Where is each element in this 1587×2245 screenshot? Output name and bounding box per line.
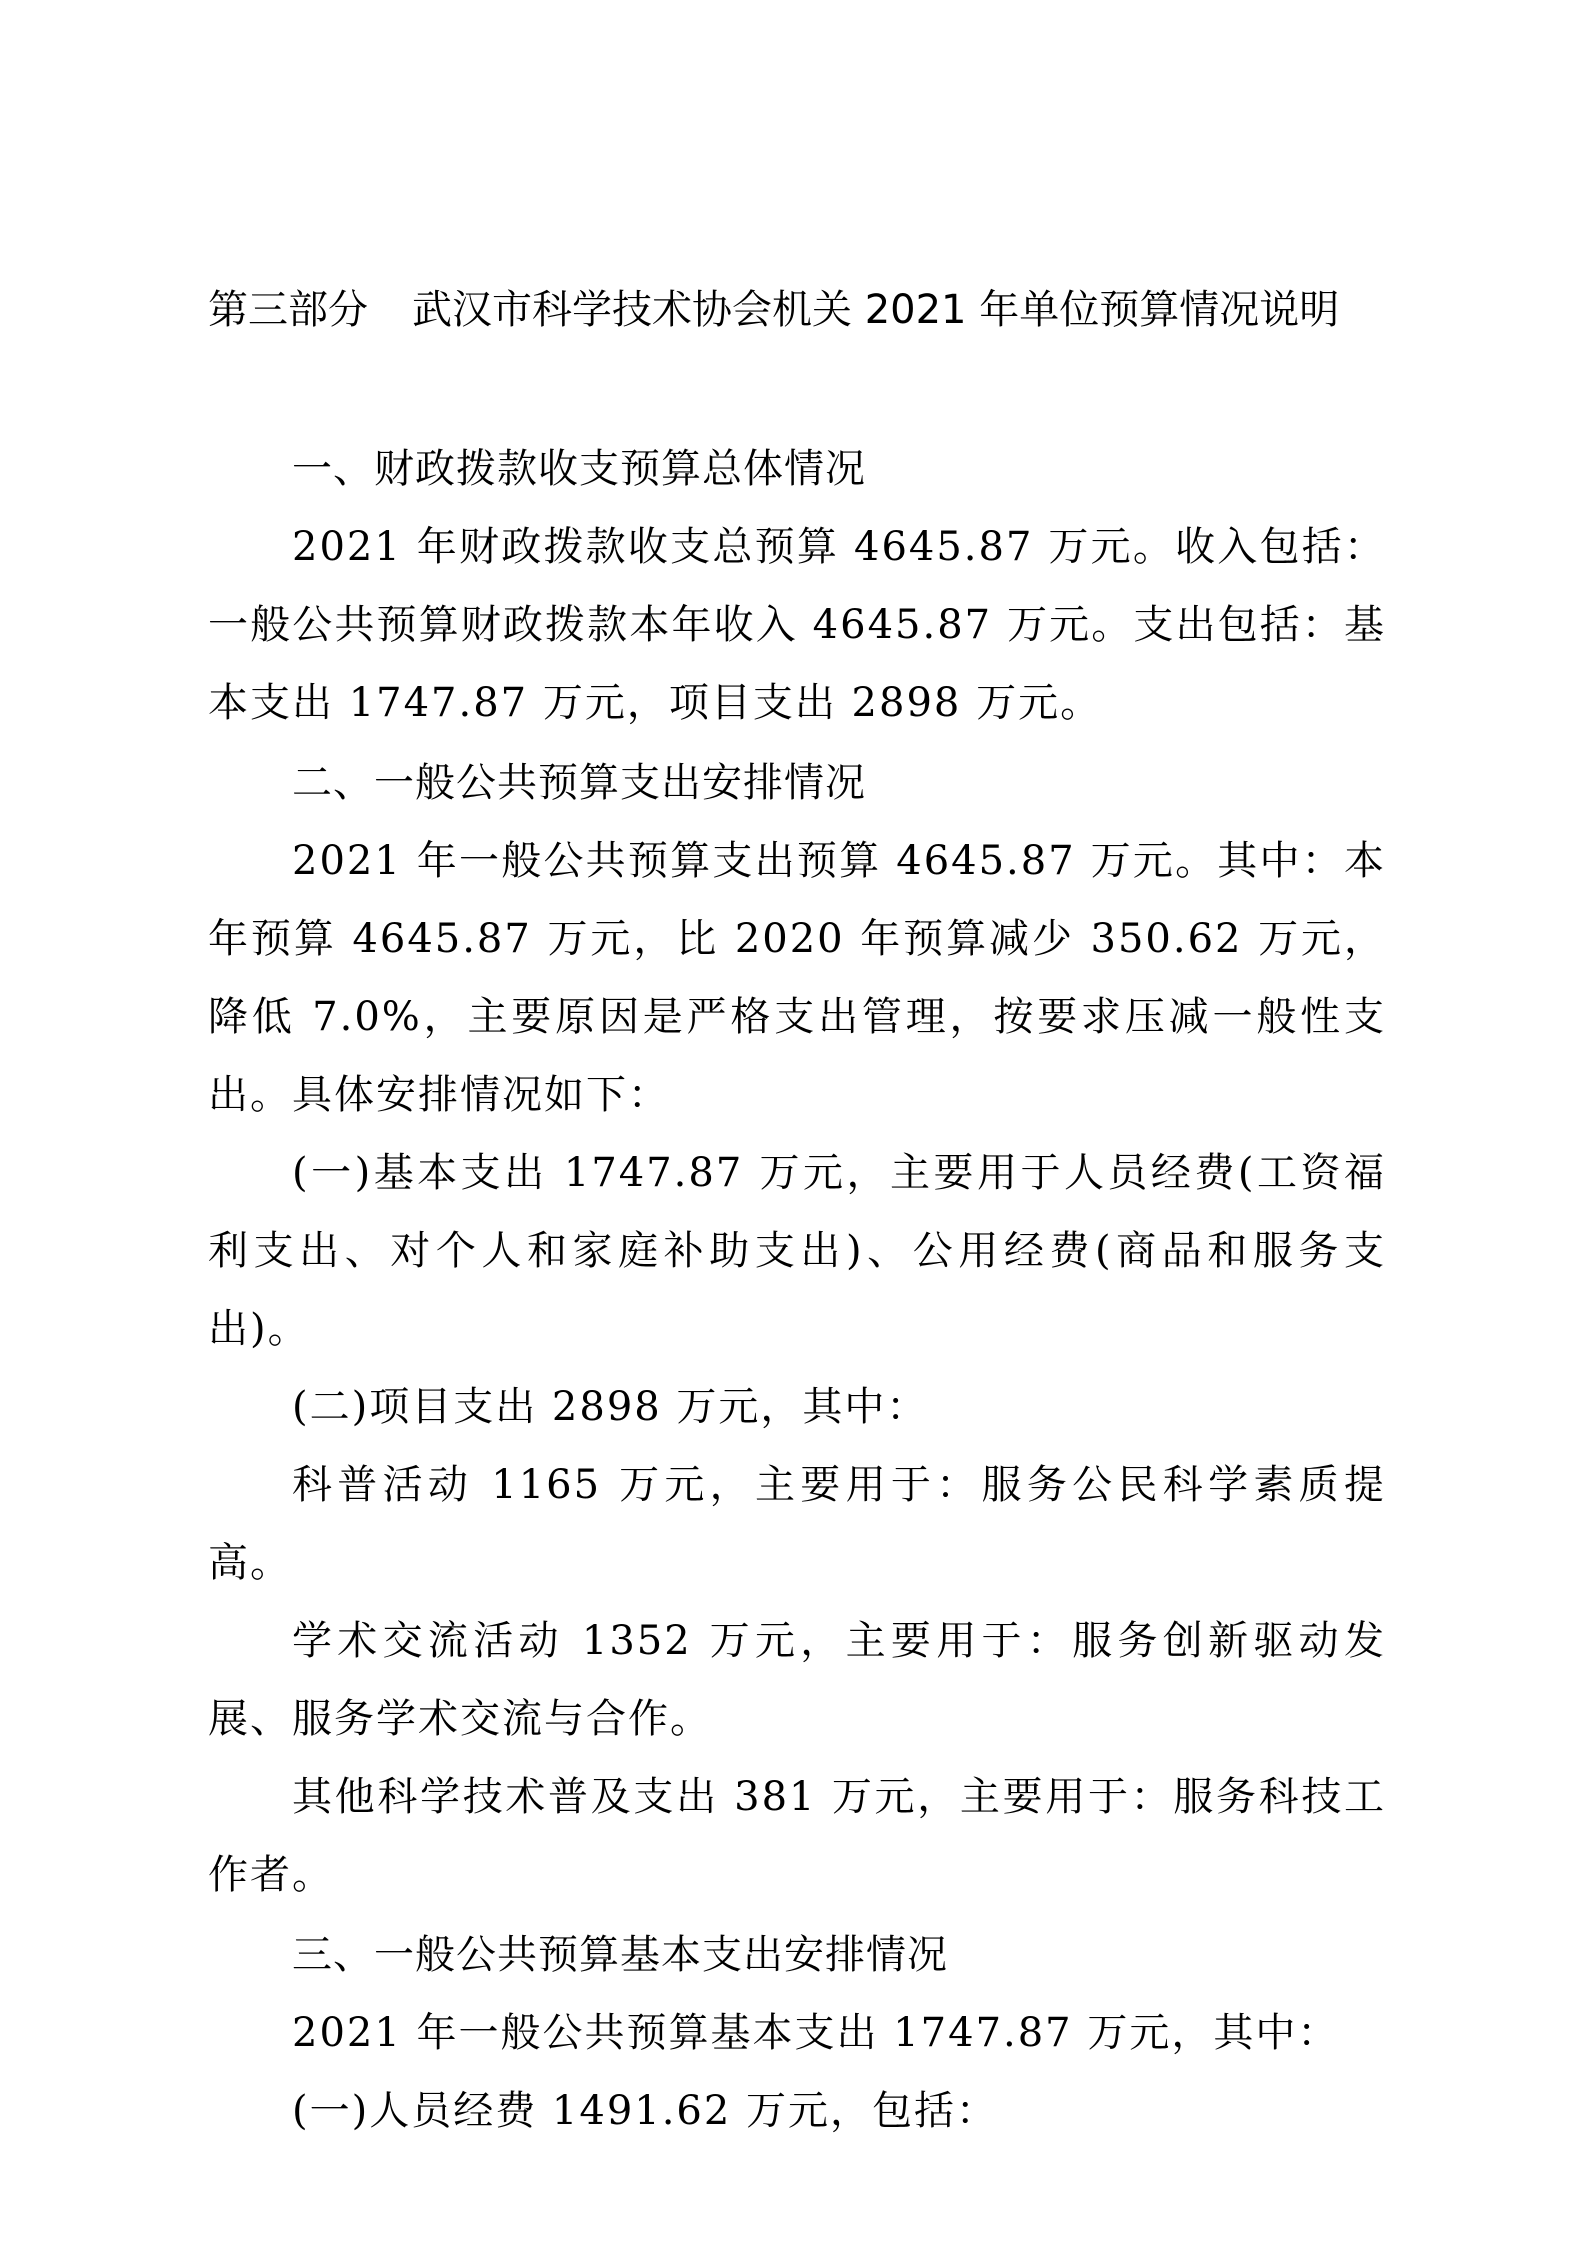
paragraph: 2021 年一般公共预算支出预算 4645.87 万元。其中：本年预算 4645.87 万元，比 2020 年预算减少 350.62 万元，降低 7.0%，主要原因是严格支出管理，按要求压减一般性支出。具体安排情况如下： (208, 838, 1386, 1118)
title-main: 武汉市科学技术协会机关 2021 年单位预算情况说明 (412, 287, 1340, 333)
section-heading-1: 一、财政拨款收支预算总体情况 (292, 446, 866, 492)
paragraph: 学术交流活动 1352 万元，主要用于：服务创新驱动发展、服务学术交流与合作。 (208, 1618, 1386, 1742)
paragraph: 其他科学技术普及支出 381 万元，主要用于：服务科技工作者。 (208, 1774, 1386, 1898)
document-body (208, 430, 1386, 2150)
paragraph: 2021 年一般公共预算基本支出 1747.87 万元，其中： (292, 2010, 1340, 2056)
section-heading-3: 三、一般公共预算基本支出安排情况 (292, 1932, 948, 1978)
paragraph: (一)人员经费 1491.62 万元，包括： (292, 2088, 999, 2134)
title-part: 第三部分 (208, 287, 368, 333)
section-heading-2: 二、一般公共预算支出安排情况 (292, 760, 866, 806)
paragraph: (二)项目支出 2898 万元，其中： (292, 1384, 929, 1430)
page-title (208, 282, 1388, 338)
paragraph: 2021 年财政拨款收支总预算 4645.87 万元。收入包括：一般公共预算财政拨款本年收入 4645.87 万元。支出包括：基本支出 1747.87 万元，项目支出 2898 万元。 (208, 524, 1386, 726)
paragraph: 科普活动 1165 万元，主要用于：服务公民科学素质提高。 (208, 1462, 1386, 1586)
paragraph: (一)基本支出 1747.87 万元，主要用于人员经费(工资福利支出、对个人和家庭补助支出)、公用经费(商品和服务支出)。 (208, 1150, 1386, 1352)
